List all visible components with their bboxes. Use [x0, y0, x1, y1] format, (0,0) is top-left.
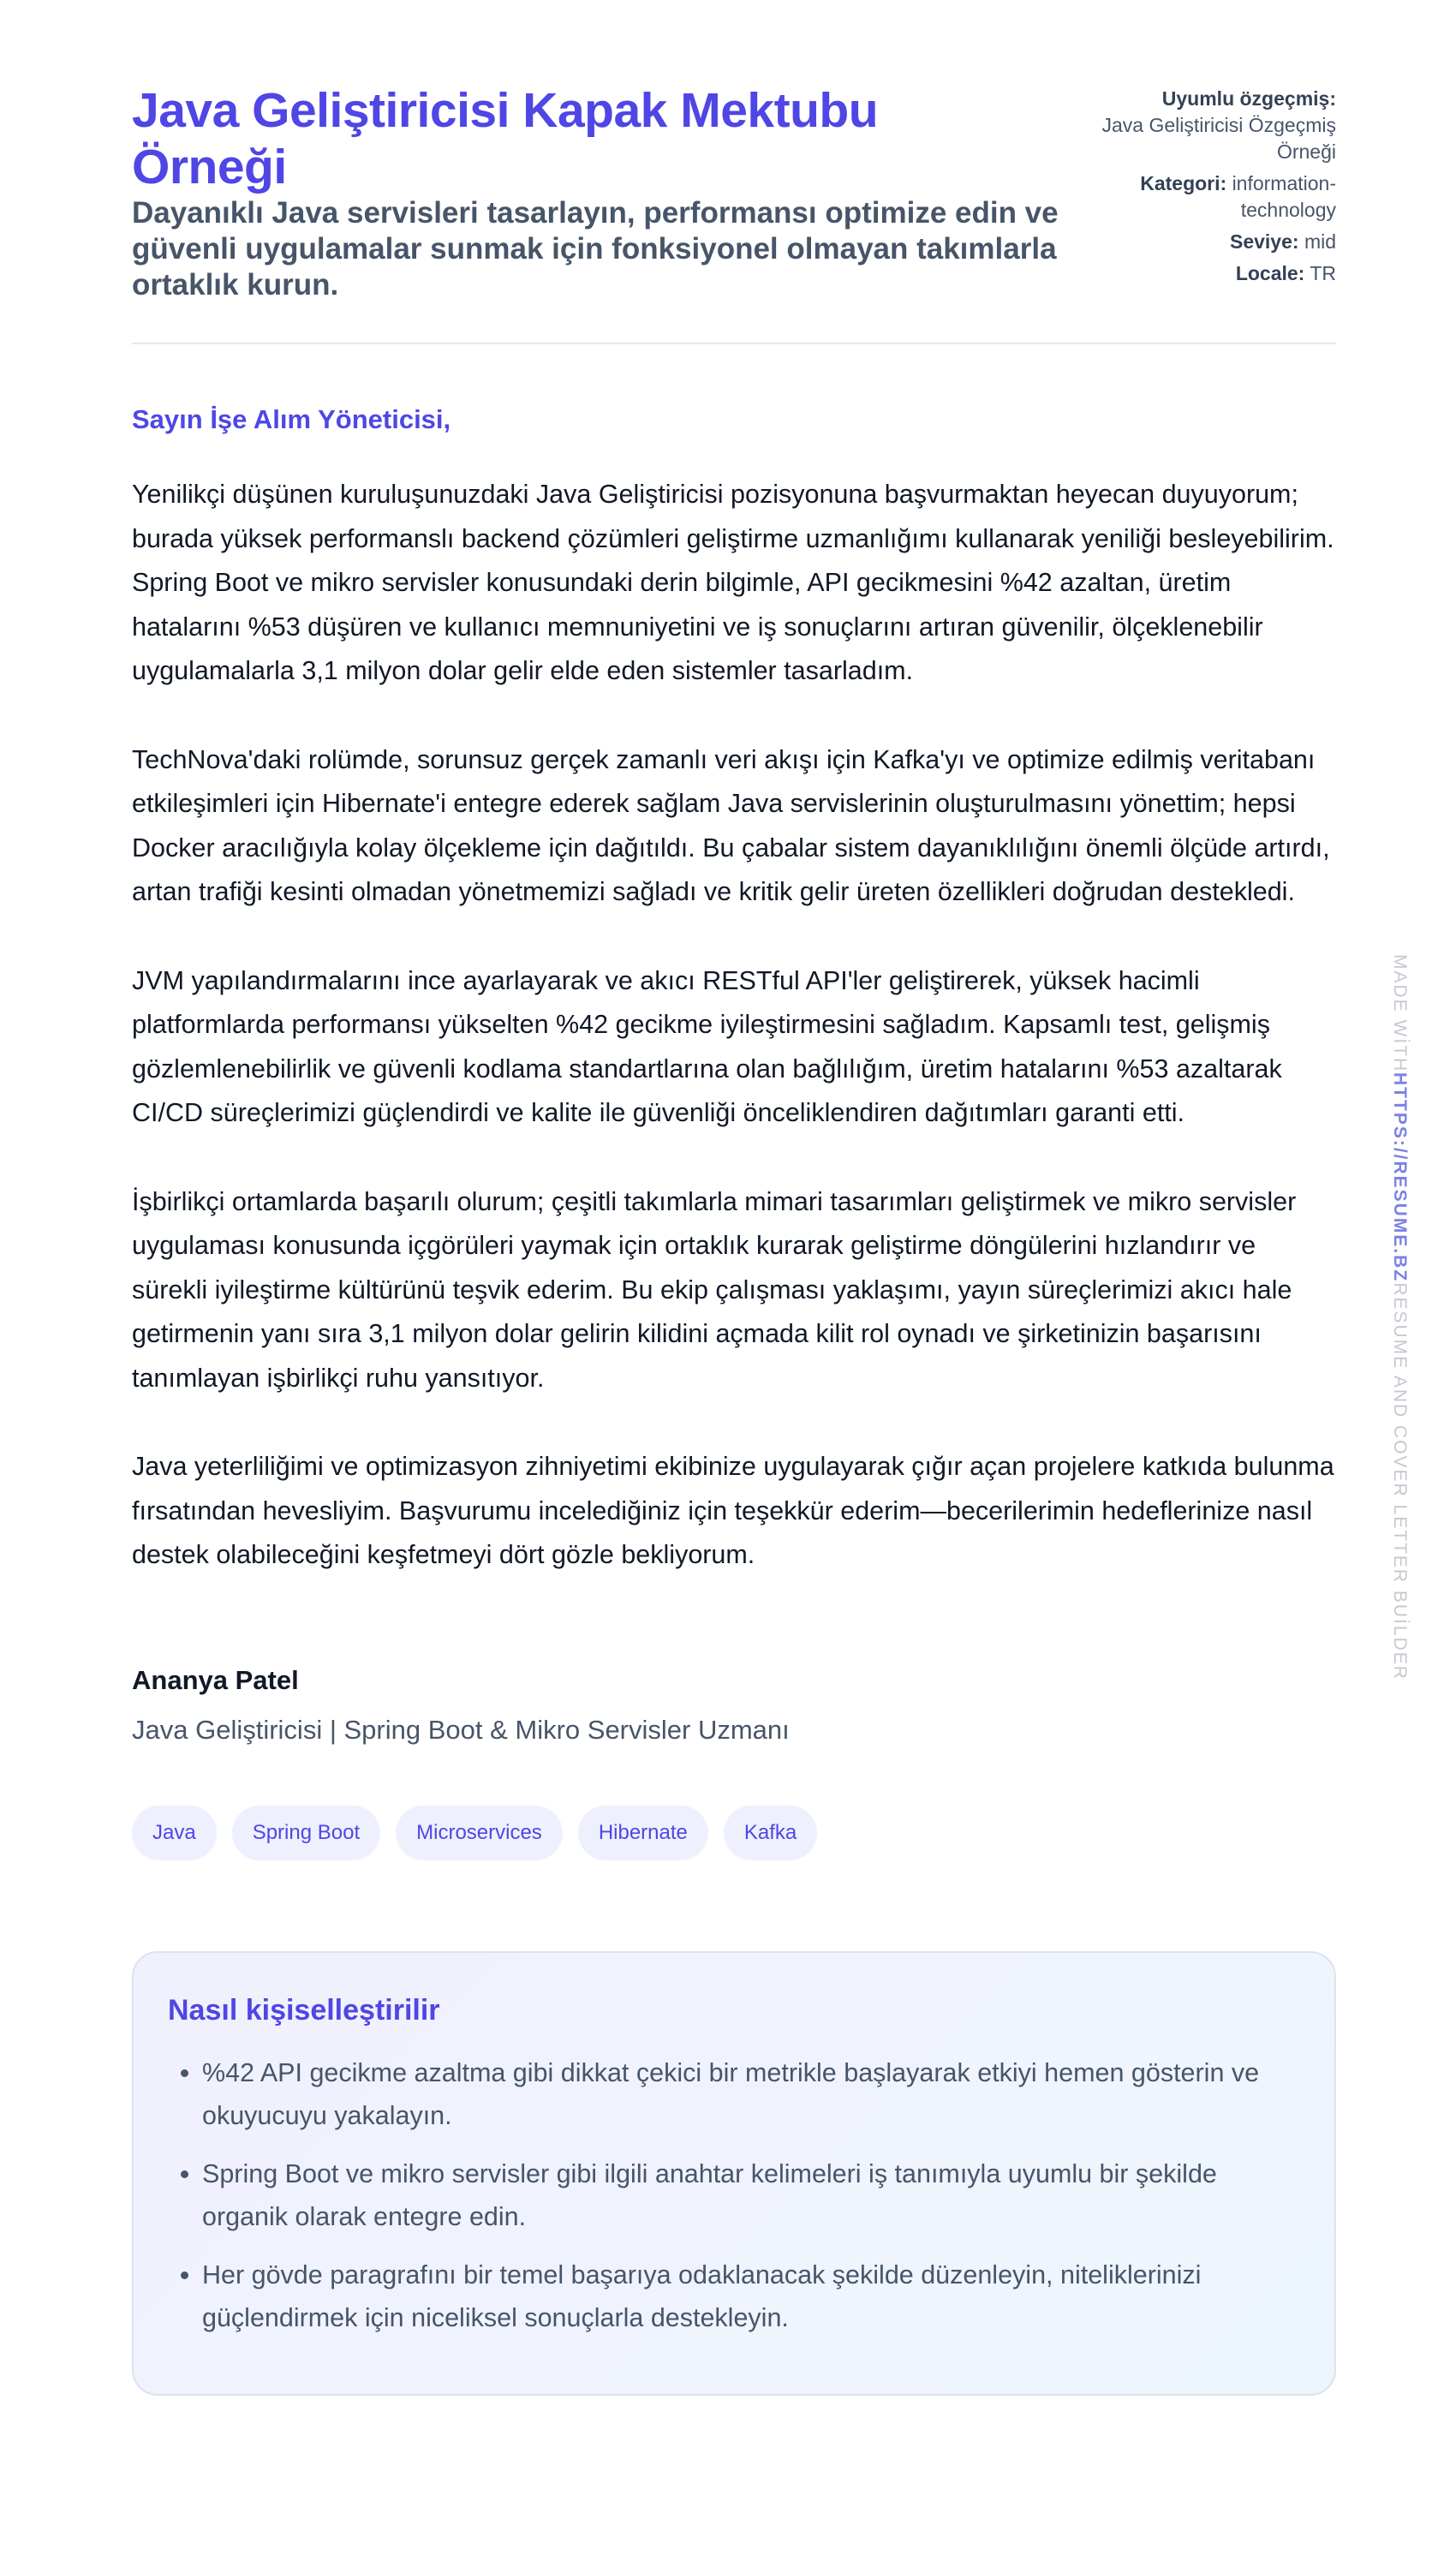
meta-level: [1083, 229, 1336, 255]
paragraph: İşbirlikçi ortamlarda başarılı olurum; çeşitli takımlarla mimari tasarımları geliştirmek ve mikro servisler uygulaması konusunda içgörüleri yaymak için ortaklık kurarak geliştirme döngülerini hızlandırır ve sürekli iyileştirme kültürünü teşvik ederim. Bu ekip çalışması yaklaşımı, yayın süreçlerimizi akıcı hale getirmenin yanı sıra 3,1 milyon dolar gelirin kilidini açmada kilit rol oynadı ve şirketinizin başarısını tanımlayan işbirlikçi ruhu yansıtıyor.: [132, 1186, 1297, 1393]
paragraph: Yenilikçi düşünen kuruluşunuzdaki Java Geliştiricisi pozisyonuna başvurmaktan heyecan duyuyorum; burada yüksek performanslı backend çözümleri geliştirme uzmanlığımı kullanarak yeniliği besleyebilirim. Spring Boot ve mikro servisler konusundaki derin bilgimle, API gecikmesini %42 azaltan, üretim hatalarını %53 düşüren ve kullanıcı memnuniyetini ve iş sonuçlarını artıran güvenilir, ölçeklenebilir uygulamalarla 3,1 milyon dolar gelir elde eden sistemler tasarladım.: [132, 480, 1334, 685]
salutation: Sayın İşe Alım Yöneticisi,: [132, 404, 451, 434]
meta-category-value: information-technology: [1232, 172, 1336, 221]
paragraph: Java yeterliliğimi ve optimizasyon zihniyetimi ekibinize uygulayarak çığır açan projelere katkıda bulunma fırsatından hevesliyim. Başvurumu incelediğiniz için teşekkür ederim—becerilerimin hedeflerinize nasıl destek olabileceğini keşfetmeyi dört gözle bekliyorum.: [132, 1452, 1334, 1569]
watermark-suffix: RESUME AND COVER LETTER BUİLDER: [1390, 1282, 1410, 1681]
watermark-link[interactable]: HTTPS://RESUME.BZ: [1390, 1072, 1410, 1283]
tag-microservices: Microservices: [396, 1806, 563, 1860]
tips-title: Nasıl kişiselleştirilir: [168, 1993, 440, 2027]
meta-locale: [1083, 260, 1336, 287]
tag-java: Java: [132, 1806, 217, 1860]
header: [132, 82, 1336, 303]
tip-item: • %42 API gecikme azaltma gibi dikkat çekici bir metrikle başlayarak etkiyi hemen gösterin ve okuyucuyu yakalayın.: [202, 2051, 1300, 2137]
paragraph: JVM yapılandırmalarını ince ayarlayarak ve akıcı RESTful API'ler geliştirerek, yüksek hacimli platformlarda performansı yükselten %42 gecikme iyileştirmesini sağladım. Kapsamlı test, gelişmiş gözlemlenebilirlik ve güvenli kodlama standartlarına olan bağlılığım, üretim hatalarını %53 azaltarak CI/CD süreçlerimizi güçlendirdi ve kalite ile güvenliği önceliklendiren dağıtımları garanti etti.: [132, 965, 1282, 1127]
meta-category-label: Kategori:: [1140, 172, 1227, 194]
letter-body: [132, 473, 1336, 1578]
meta-level-label: Seviye:: [1229, 230, 1299, 253]
meta-category: [1083, 170, 1336, 224]
paragraph: TechNova'daki rolümde, sorunsuz gerçek zamanlı veri akışı için Kafka'yı ve optimize edilmiş veritabanı etkileşimleri için Hibernate'i entegre ederek sağlam Java servislerinin oluşturulmasını yönettim; hepsi Docker aracılığıyla kolay ölçekleme için dağıtıldı. Bu çabalar sistem dayanıklılığını önemli ölçüde artırdı, artan trafiği kesinti olmadan yönetmemizi sağladı ve kritik gelir üreten özellikleri doğrudan destekledi.: [132, 744, 1330, 906]
page-title: Java Geliştiricisi Kapak Mektubu Örneği: [132, 83, 879, 194]
tip-item: • Her gövde paragrafını bir temel başarıya odaklanacak şekilde düzenleyin, niteliklerinizi güçlendirmek için niceliksel sonuçlarla destekleyin.: [202, 2254, 1300, 2339]
watermark: [1389, 954, 1410, 1681]
meta-resume-value[interactable]: Java Geliştiricisi Özgeçmiş Örneği: [1101, 114, 1336, 163]
signature-role: Java Geliştiricisi | Spring Boot & Mikro Servisler Uzmanı: [132, 1714, 790, 1745]
meta-locale-value: TR: [1310, 262, 1336, 284]
meta-resume: [1083, 86, 1336, 165]
meta-level-value: mid: [1304, 230, 1336, 253]
divider: [132, 343, 1336, 344]
watermark-prefix: MADE WİTH: [1390, 954, 1410, 1073]
page-subtitle: Dayanıklı Java servisleri tasarlayın, performansı optimize edin ve güvenli uygulamalar sunmak için fonksiyonel olmayan takımlarla ortaklık kurun.: [132, 196, 1059, 301]
signature-name: Ananya Patel: [132, 1664, 299, 1695]
cover-letter-page: [132, 82, 1336, 2396]
skill-tags: [132, 1806, 1336, 1860]
tip-item: • Spring Boot ve mikro servisler gibi ilgili anahtar kelimeleri iş tanımıyla uyumlu bir şekilde organik olarak entegre edin.: [202, 2152, 1300, 2238]
meta-locale-label: Locale:: [1235, 262, 1305, 284]
meta-resume-label: Uyumlu özgeçmiş:: [1161, 87, 1336, 110]
tag-spring-boot: Spring Boot: [232, 1806, 380, 1860]
meta-panel: [1083, 86, 1336, 292]
tag-hibernate: Hibernate: [578, 1806, 708, 1860]
tips-box: [132, 1951, 1336, 2396]
tips-list: [168, 2051, 1300, 2339]
header-text: [132, 82, 1083, 303]
tag-kafka: Kafka: [724, 1806, 817, 1860]
